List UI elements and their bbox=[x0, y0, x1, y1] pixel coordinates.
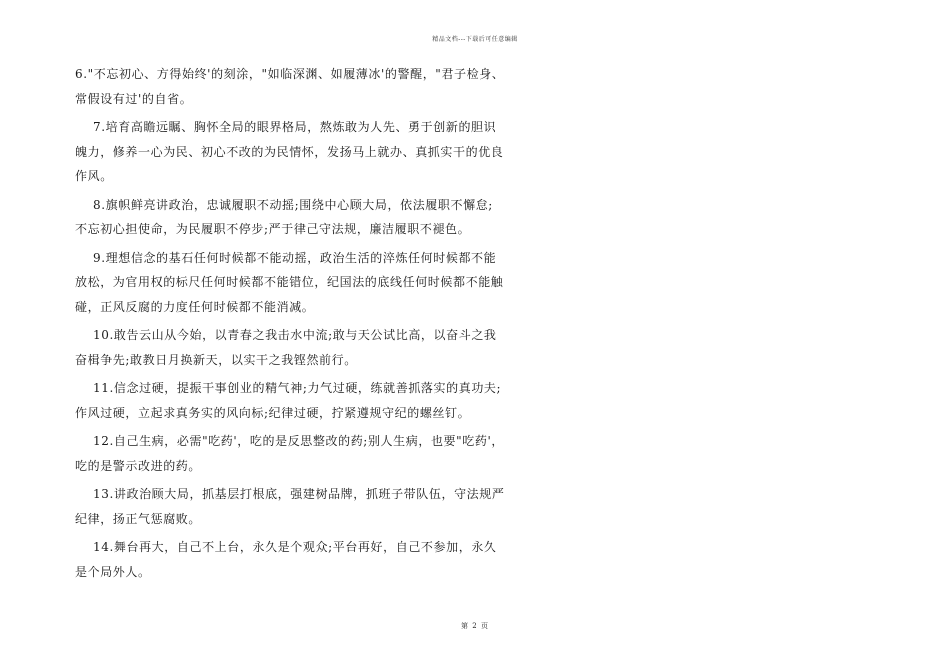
page-number: 第 2 页 bbox=[461, 622, 489, 630]
paragraph-line: 12.自己生病，必需"吃药'，吃的是反思整改的药;别人生病，也要"吃药'， bbox=[93, 434, 504, 448]
paragraph-line: 14.舞台再大，自己不上台，永久是个观众;平台再好，自己不参加，永久 bbox=[93, 540, 497, 554]
paragraph-line: 不忘初心担使命，为民履职不停步;严于律己守法规，廉洁履职不褪色。 bbox=[75, 222, 471, 236]
paragraph-line: 放松，为官用权的标尺任何时候都不能错位，纪国法的底线任何时候都不能触 bbox=[75, 275, 504, 289]
paragraph-line: 作风过硬，立起求真务实的风向标;纪律过硬，拧紧遵规守纪的螺丝钉。 bbox=[75, 405, 471, 420]
paragraph-line: 奋楫争先;敢教日月换新天，以实干之我铿然前行。 bbox=[75, 352, 357, 367]
paragraph-11 bbox=[75, 376, 502, 425]
paragraph-13 bbox=[75, 482, 505, 531]
paragraph-8 bbox=[75, 193, 493, 242]
paragraph-line: 碰，正风反腐的力度任何时候都不能消减。 bbox=[75, 299, 315, 314]
paragraph-line: 8.旗帜鲜亮讲政治，忠诚履职不动摇;围绕中心顾大局，依法履职不懈怠; bbox=[93, 197, 493, 212]
document-body bbox=[75, 62, 505, 588]
paragraph-line: 吃的是警示改进的药。 bbox=[75, 458, 202, 473]
page-header: 精品文档---下载后可任意编辑 bbox=[432, 36, 518, 43]
paragraph-line: 13.讲政治顾大局，抓基层打根底，强建树品牌，抓班子带队伍，守法规严 bbox=[93, 487, 505, 501]
paragraph-line: 11.信念过硬，提振干事创业的精气神;力气过硬，练就善抓落实的真功夫; bbox=[93, 381, 502, 395]
paragraph-line: 6."不忘初心、方得始终'的刻涂，"如临深渊、如履薄冰'的警醒，"君子检身、 bbox=[75, 67, 505, 81]
paragraph-line: 10.敢告云山从今始，以青春之我击水中流;敢与天公试比高，以奋斗之我 bbox=[93, 328, 497, 342]
paragraph-line: 9.理想信念的基石任何时候都不能动摇，政治生活的淬炼任何时候都不能 bbox=[93, 250, 497, 265]
paragraph-line: 纪律，扬正气惩腐败。 bbox=[75, 511, 202, 526]
paragraph-line: 7.培育高瞻远瞩、胸怀全局的眼界格局，熬炼敢为人先、勇于创新的胆识 bbox=[93, 120, 497, 134]
paragraph-7 bbox=[75, 115, 504, 189]
paragraph-line: 作风。 bbox=[75, 169, 113, 183]
paragraph-14 bbox=[75, 535, 497, 584]
paragraph-6 bbox=[75, 62, 505, 111]
paragraph-9 bbox=[75, 246, 504, 320]
paragraph-12 bbox=[75, 429, 504, 478]
paragraph-line: 是个局外人。 bbox=[75, 564, 151, 579]
paragraph-line: 魄力，修养一心为民、初心不改的为民情怀，发扬马上就办、真抓实干的优良 bbox=[75, 144, 504, 159]
paragraph-10 bbox=[75, 323, 497, 372]
paragraph-line: 常假设有过'的自省。 bbox=[75, 91, 193, 106]
